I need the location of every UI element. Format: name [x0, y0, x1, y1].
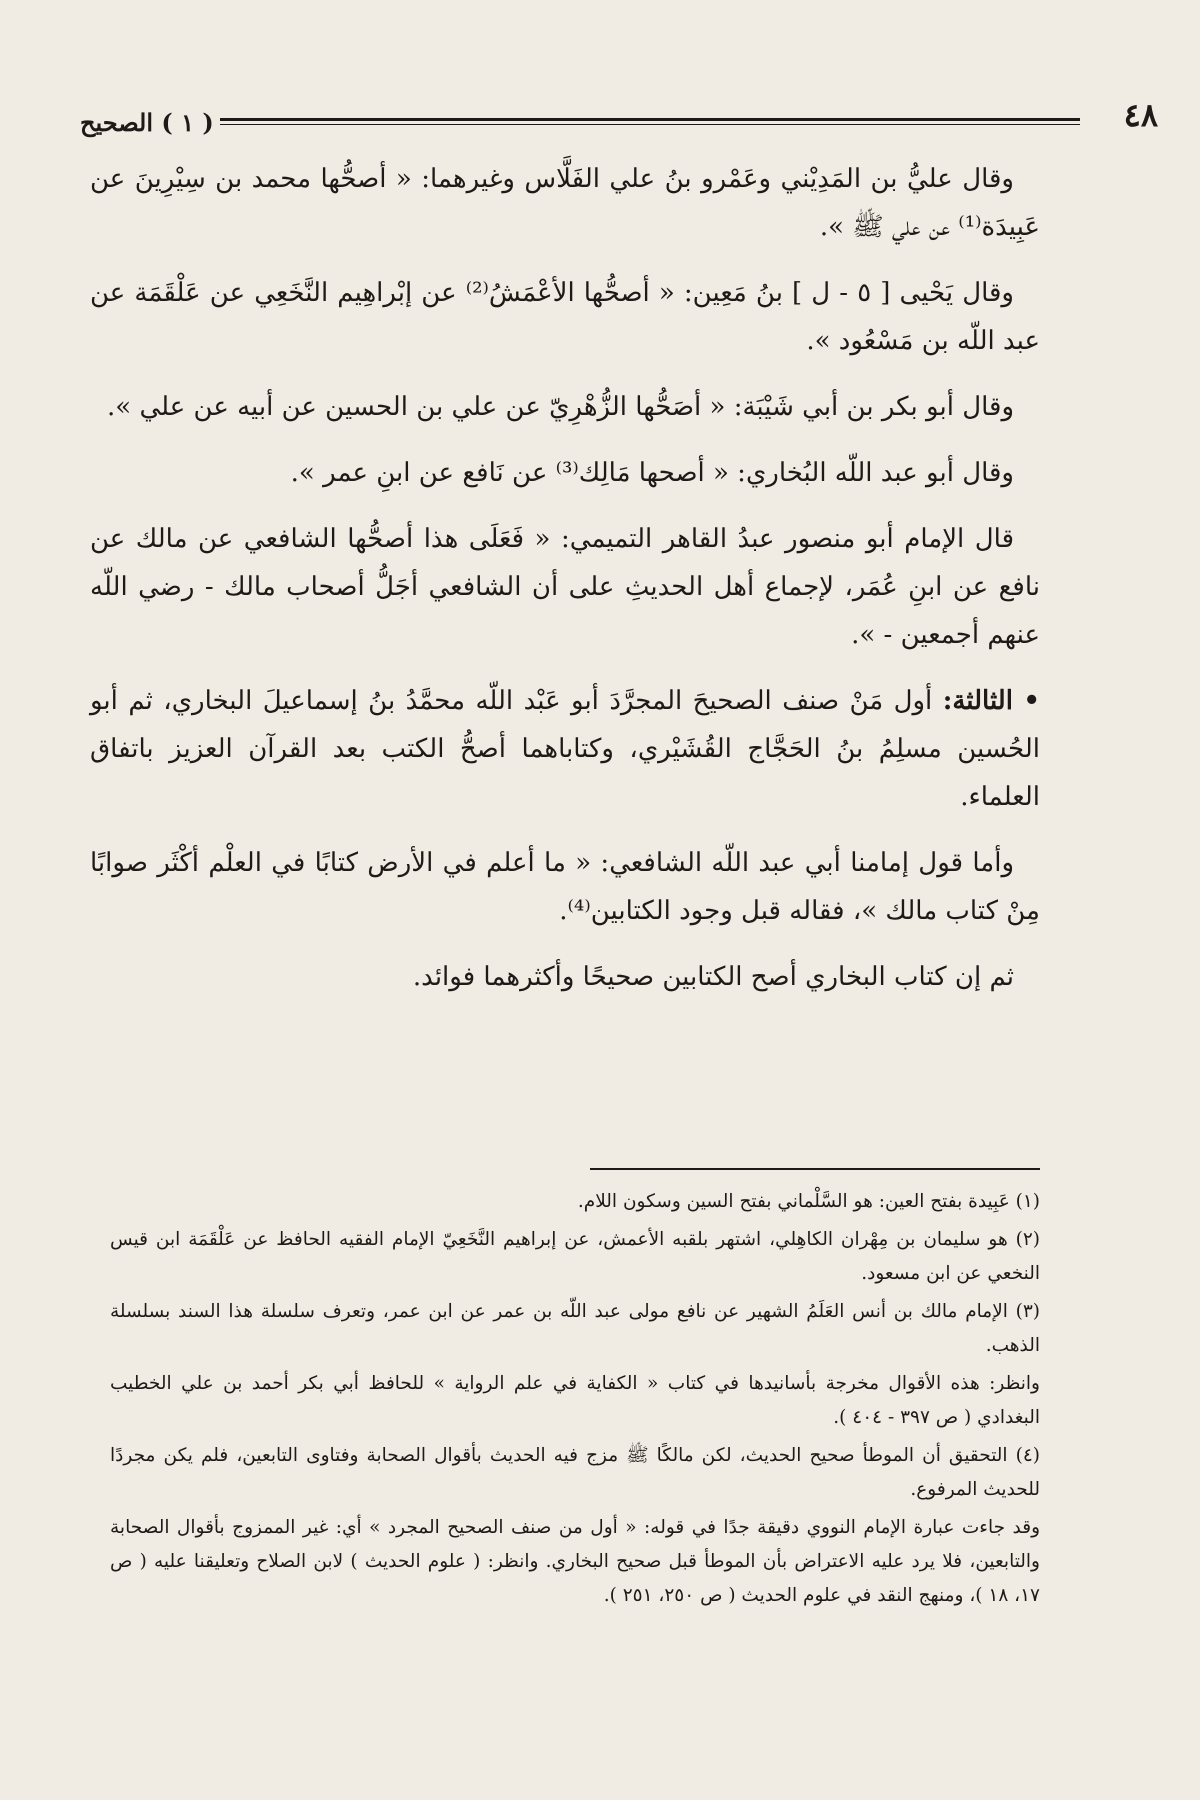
header-rule — [220, 118, 1080, 125]
paragraph-3: وقال أبو بكر بن أبي شَيْبَة: « أصَحُّها الزُّهْرِيّ عن علي بن الحسين عن أبيه عن علي ». — [107, 392, 1014, 422]
paragraph-2: وقال يَحْيى [ ٥ - ل ] بنُ مَعِين: « أصحُّها الأعْمَشُ⁽²⁾ عن إبْراهِيم النَّخَعِي عن عَلْقَمَة عن عبد اللّه بن مَسْعُود ». — [90, 278, 1040, 356]
paragraph-4: وقال أبو عبد اللّه البُخاري: « أصحها مَالِك⁽³⁾ عن نَافع عن ابنِ عمر ». — [290, 458, 1014, 488]
footnote-4: (٤) التحقيق أن الموطأ صحيح الحديث، لكن مالكًا ﷺ مزج فيه الحديث بأقوال الصحابة وفتاوى التابعين، فلم يكن مجردًا للحديث المرفوع. — [110, 1445, 1040, 1500]
third-point-lead: الثالثة: — [942, 686, 1013, 716]
main-text — [90, 155, 1040, 1019]
third-point-paragraph — [90, 677, 1040, 821]
footnote-4-continued: وقد جاءت عبارة الإمام النووي دقيقة جدًا في قوله: « أول من صنف الصحيح المجرد » أي: غير الممزوج بأقوال الصحابة والتابعين، فلا يرد عليه الاعتراض بأن الموطأ قبل صحيح البخاري. وانظر: ( علوم الحديث ) لابن الصلاح وتعليقنا عليه ( ص ١٧، ١٨ )، ومنهج النقد في علوم الحديث ( ص ٢٥٠، ٢٥١ ). — [110, 1517, 1041, 1606]
footnote-3: (٣) الإمام مالك بن أنس العَلَمُ الشهير عن نافع مولى عبد اللّه بن عمر عن ابن عمر، وتعرف سلسلة هذا السند بسلسلة الذهب. — [110, 1301, 1040, 1356]
footnotes — [110, 1185, 1040, 1617]
paragraph-7: ثم إن كتاب البخاري أصح الكتابين صحيحًا وأكثرهما فوائد. — [412, 962, 1014, 992]
footnote-rule — [590, 1168, 1040, 1170]
footnote-1: (١) عَبِيدة بفتح العين: هو السَّلْماني بفتح السين وسكون اللام. — [577, 1191, 1040, 1212]
footnote-2: (٢) هو سليمان بن مِهْران الكاهِلي، اشتهر بلقبه الأعمش، عن إبراهيم النَّخَعِيّ الإمام الفقيه الحافظ عن عَلْقَمَة ابن قيس النخعي عن ابن مسعود. — [110, 1229, 1040, 1284]
page-header — [80, 96, 1158, 144]
third-point-text: أول مَنْ صنف الصحيحَ المجرَّدَ أبو عَبْد اللّه محمَّدُ بنُ إسماعيلَ البخاري، ثم أبو الحُسين مسلِمُ بنُ الحَجَّاج القُشَيْري، وكتاباهما أصحُّ الكتب بعد القرآن العزيز باتفاق العلماء. — [90, 686, 1040, 812]
paragraph-5: قال الإمام أبو منصور عبدُ القاهر التميمي: « فَعَلَى هذا أصحُّها الشافعي عن مالك عن نافع عن ابنِ عُمَر، لإجماع أهل الحديثِ على أن الشافعي أجَلُّ أصحاب مالك - رضي اللّه عنهم أجمعين - ». — [90, 524, 1041, 650]
page-number: ٤٨ — [1123, 96, 1158, 134]
bullet-icon: • — [1023, 686, 1040, 716]
footnote-3-see-also: وانظر: هذه الأقوال مخرجة بأسانيدها في كتاب « الكفاية في علم الرواية » للحافظ أبي بكر أحمد بن علي الخطيب البغدادي ( ص ٣٩٧ - ٤٠٤ ). — [110, 1373, 1040, 1428]
paragraph-6: وأما قول إمامنا أبي عبد اللّه الشافعي: « ما أعلم في الأرض كتابًا في العلْم أكْثَر صوابًا مِنْ كتاب مالك »، فقاله قبل وجود الكتابين⁽⁴⁾. — [90, 848, 1040, 926]
running-title: ( ١ ) الصحيح — [80, 108, 214, 137]
paragraph-1: وقال عليُّ بن المَدِيْني وعَمْرو بنُ علي الفَلَّاس وغيرهما: « أصحُّها محمد بن سِيْرِينَ عن عَبِيدَة⁽¹⁾ عن علي ﷺ ». — [90, 164, 1040, 242]
